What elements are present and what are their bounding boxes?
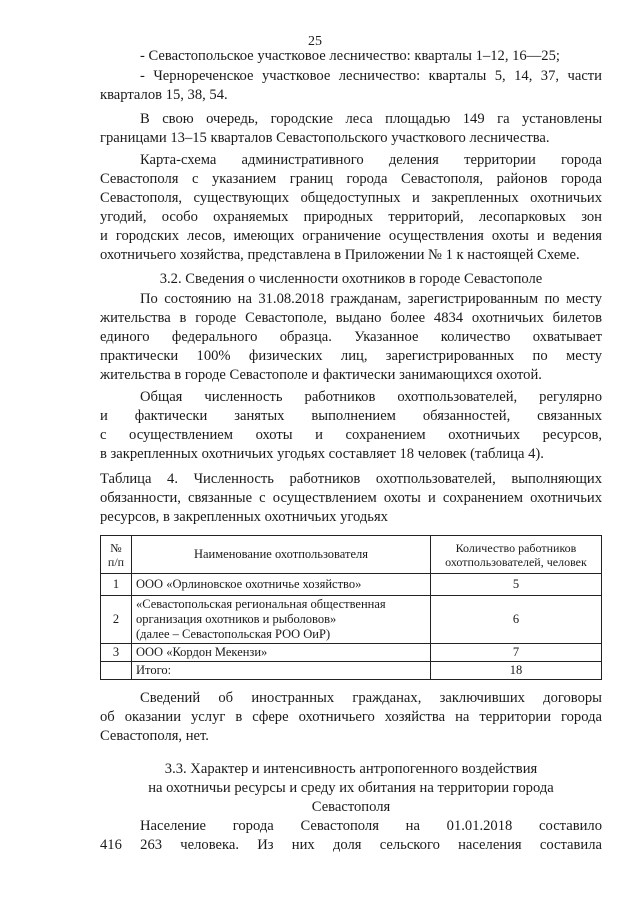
row-name (132, 596, 431, 644)
section-heading: Севастополя (311, 799, 391, 815)
paragraph-line: В свою очередь, городские леса площадью 149 га установлены (140, 111, 602, 127)
list-line: кварталов 15, 38, 54. (100, 87, 228, 103)
row-name: ООО «Орлиновское охотничье хозяйство» (132, 574, 431, 596)
paragraph-line: об оказании услуг в сфере охотничьего хозяйства на территории города (100, 709, 602, 725)
row-count: 6 (431, 596, 602, 644)
paragraph-line: По состоянию на 31.08.2018 гражданам, зарегистрированным по месту (140, 291, 602, 307)
paragraph-line: Севастополя, существующих общедоступных и закрепленных охотничьих (100, 190, 602, 206)
row-name-line: «Севастопольская региональная общественная (136, 597, 386, 611)
section-heading: 3.2. Сведения о численности охотников в городе Севастополе (159, 271, 543, 287)
paragraph-line: практически 100% физических лиц, зарегистрированных по месту (100, 348, 602, 364)
row-name-line: (далее – Севастопольская РОО ОиР) (136, 627, 331, 641)
row-number: 1 (101, 574, 132, 596)
row-name-line: организация охотников и рыболовов» (136, 612, 337, 626)
table-header-row (101, 536, 602, 574)
table-caption-line: ресурсов, в закрепленных охотничьих угодьях (100, 509, 388, 525)
paragraph-line: Сведений об иностранных гражданах, заключивших договоры (140, 690, 602, 706)
row-count: 5 (431, 574, 602, 596)
paragraph-line: с осуществлением охоты и сохранением охотничьих ресурсов, (100, 427, 602, 443)
paragraph-line: в закрепленных охотничьих угодьях составляет 18 человек (таблица 4). (100, 446, 544, 462)
paragraph-line: угодий, особо охраняемых природных территорий, лесопарковых зон (100, 209, 602, 225)
total-label: Итого: (132, 662, 431, 680)
section-heading: 3.3. Характер и интенсивность антропогенного воздействия (164, 761, 538, 777)
paragraph-line: жительства в городе Севастополе и фактически занимающихся охотой. (100, 367, 542, 383)
paragraph-line: единого федерального образца. Указанное количество охватывает (100, 329, 602, 345)
paragraph-line: Карта-схема административного деления территории города (140, 152, 602, 168)
paragraph-line: Севастополя, нет. (100, 728, 209, 744)
paragraph-line: Общая численность работников охотпользователей, регулярно (140, 389, 602, 405)
paragraph-line: охотничьего хозяйства, представлена в Приложении № 1 к настоящей Схеме. (100, 247, 580, 263)
table-caption-line: Таблица 4. Численность работников охотпользователей, выполняющих (100, 471, 602, 487)
row-number: 3 (101, 644, 132, 662)
paragraph-line: и городских лесов, имеющих ограничение осуществления охоты и ведения (100, 228, 602, 244)
table-caption-line: обязанности, связанные с осуществлением охоты и сохранением охотничьих (100, 490, 602, 506)
paragraph-line: 416 263 человека. Из них доля сельского населения составила (100, 837, 602, 853)
table-total-row (101, 662, 602, 680)
header-number: № п/п (101, 536, 132, 574)
page-number: 25 (308, 34, 322, 49)
table-row (101, 574, 602, 596)
hunters-table (100, 535, 602, 680)
paragraph-line: Население города Севастополя на 01.01.2018 составило (140, 818, 602, 834)
paragraph-line: и фактически занятых выполнением обязанностей, связанных (100, 408, 602, 424)
paragraph-line: границами 13–15 кварталов Севастопольского участкового лесничества. (100, 130, 550, 146)
header-name: Наименование охотпользователя (132, 536, 431, 574)
total-value: 18 (431, 662, 602, 680)
header-count: Количество работников охотпользователей, человек (431, 536, 602, 574)
table-row (101, 596, 602, 644)
row-name: ООО «Кордон Мекензи» (132, 644, 431, 662)
paragraph-line: жительства в городе Севастополе, выдано более 4834 охотничьих билетов (100, 310, 602, 326)
table-row (101, 644, 602, 662)
row-number: 2 (101, 596, 132, 644)
row-count: 7 (431, 644, 602, 662)
list-line: - Чернореченское участковое лесничество: кварталы 5, 14, 37, части (140, 68, 602, 84)
total-empty-cell (101, 662, 132, 680)
list-line: - Севастопольское участковое лесничество: кварталы 1–12, 16—25; (140, 48, 560, 64)
paragraph-line: Севастополя с указанием границ города Севастополя, районов города (100, 171, 602, 187)
section-heading: на охотничьи ресурсы и среду их обитания на территории города (148, 780, 554, 796)
